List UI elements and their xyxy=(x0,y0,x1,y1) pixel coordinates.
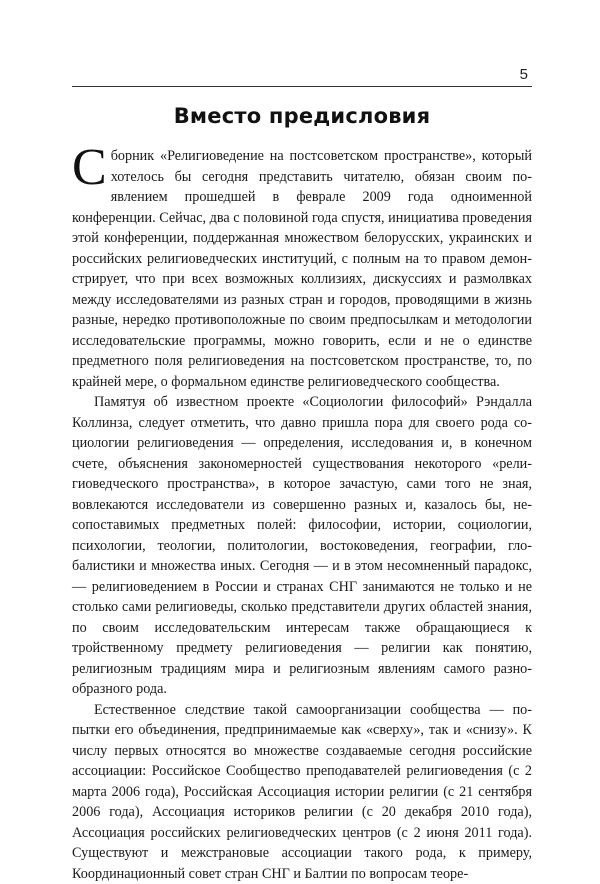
paragraph-3: Естественное следствие такой самоорганизации сообщества — попытки его объединения, предпринимаемые как «сверху», так и «снизу». К числу первых относятся во множестве создаваемые сегодня российские ассоциации: Российское Сообщество преподавателей религиоведения (с 2 марта 2006 года), Российская Ассоциация истории религии (с 21 сентября 2006 года), Ассоциация историков религии (с 20 декабря 2010 года), Ассоциация российских религиоведческих центров (с 2 июня 2011 года). Существуют и межстрановые ассоциации такого рода, к примеру, Координационный совет стран СНГ и Балтии по вопросам теоре- xyxy=(72,700,532,884)
page-number: 5 xyxy=(520,66,528,83)
paragraph-2: Памятуя об известном проекте «Социологии философий» Рэндалла Коллинза, следует отметить, что давно пришла пора для своего рода социологии религиоведения — определения, исследования и, в конечном счете, объяснения закономерностей существования некоторого «религиоведческого пространства», в которое зачастую, сами того не зная, вовлекаются исследователи из совершенно разных и, казалось бы, несопоставимых предметных полей: философии, истории, социологии, психологии, теологии, политологии, востоковедения, географии, глобалистики и множества иных. Сегодня — и в этом несомненный парадокс, — религиоведением в России и странах СНГ занимаются не только и не столько сами религиоведы, сколько представители других областей знания, по своим исследовательским интересам также обращающиеся к тройственному предмету религиоведения — религии как понятию, религиозным традициям мира и религиозным явлениям самого разнообразного рода. xyxy=(72,392,532,700)
chapter-title: Вместо предисловия xyxy=(72,104,532,128)
paragraph-1-text: борник «Религиоведение на постсоветском пространстве», который хотелось бы сегодня представить читателю, обязан своим появлением прошедшей в феврале 2009 года одноименной конференции. Сейчас, два с половиной года спустя, инициатива проведения этой конференции, поддержанная множеством белорусских, украинских и российских религиоведческих институций, с полным на то правом демонстрирует, что при всех возможных коллизиях, дискуссиях и размолвках между исследователями из разных стран и городов, проводящими в жизнь разные, нередко противоположные по своим предпосылкам и методологии исследовательские программы, можно говорить, если и не о единстве предметного поля религиоведения на постсоветском пространстве, то, по крайней мере, о формальном единстве религиоведческого сообщества. xyxy=(72,148,532,390)
header-rule xyxy=(72,86,532,87)
body-text xyxy=(72,146,532,884)
paragraph-1 xyxy=(72,146,532,392)
drop-cap-letter: С xyxy=(72,148,107,188)
